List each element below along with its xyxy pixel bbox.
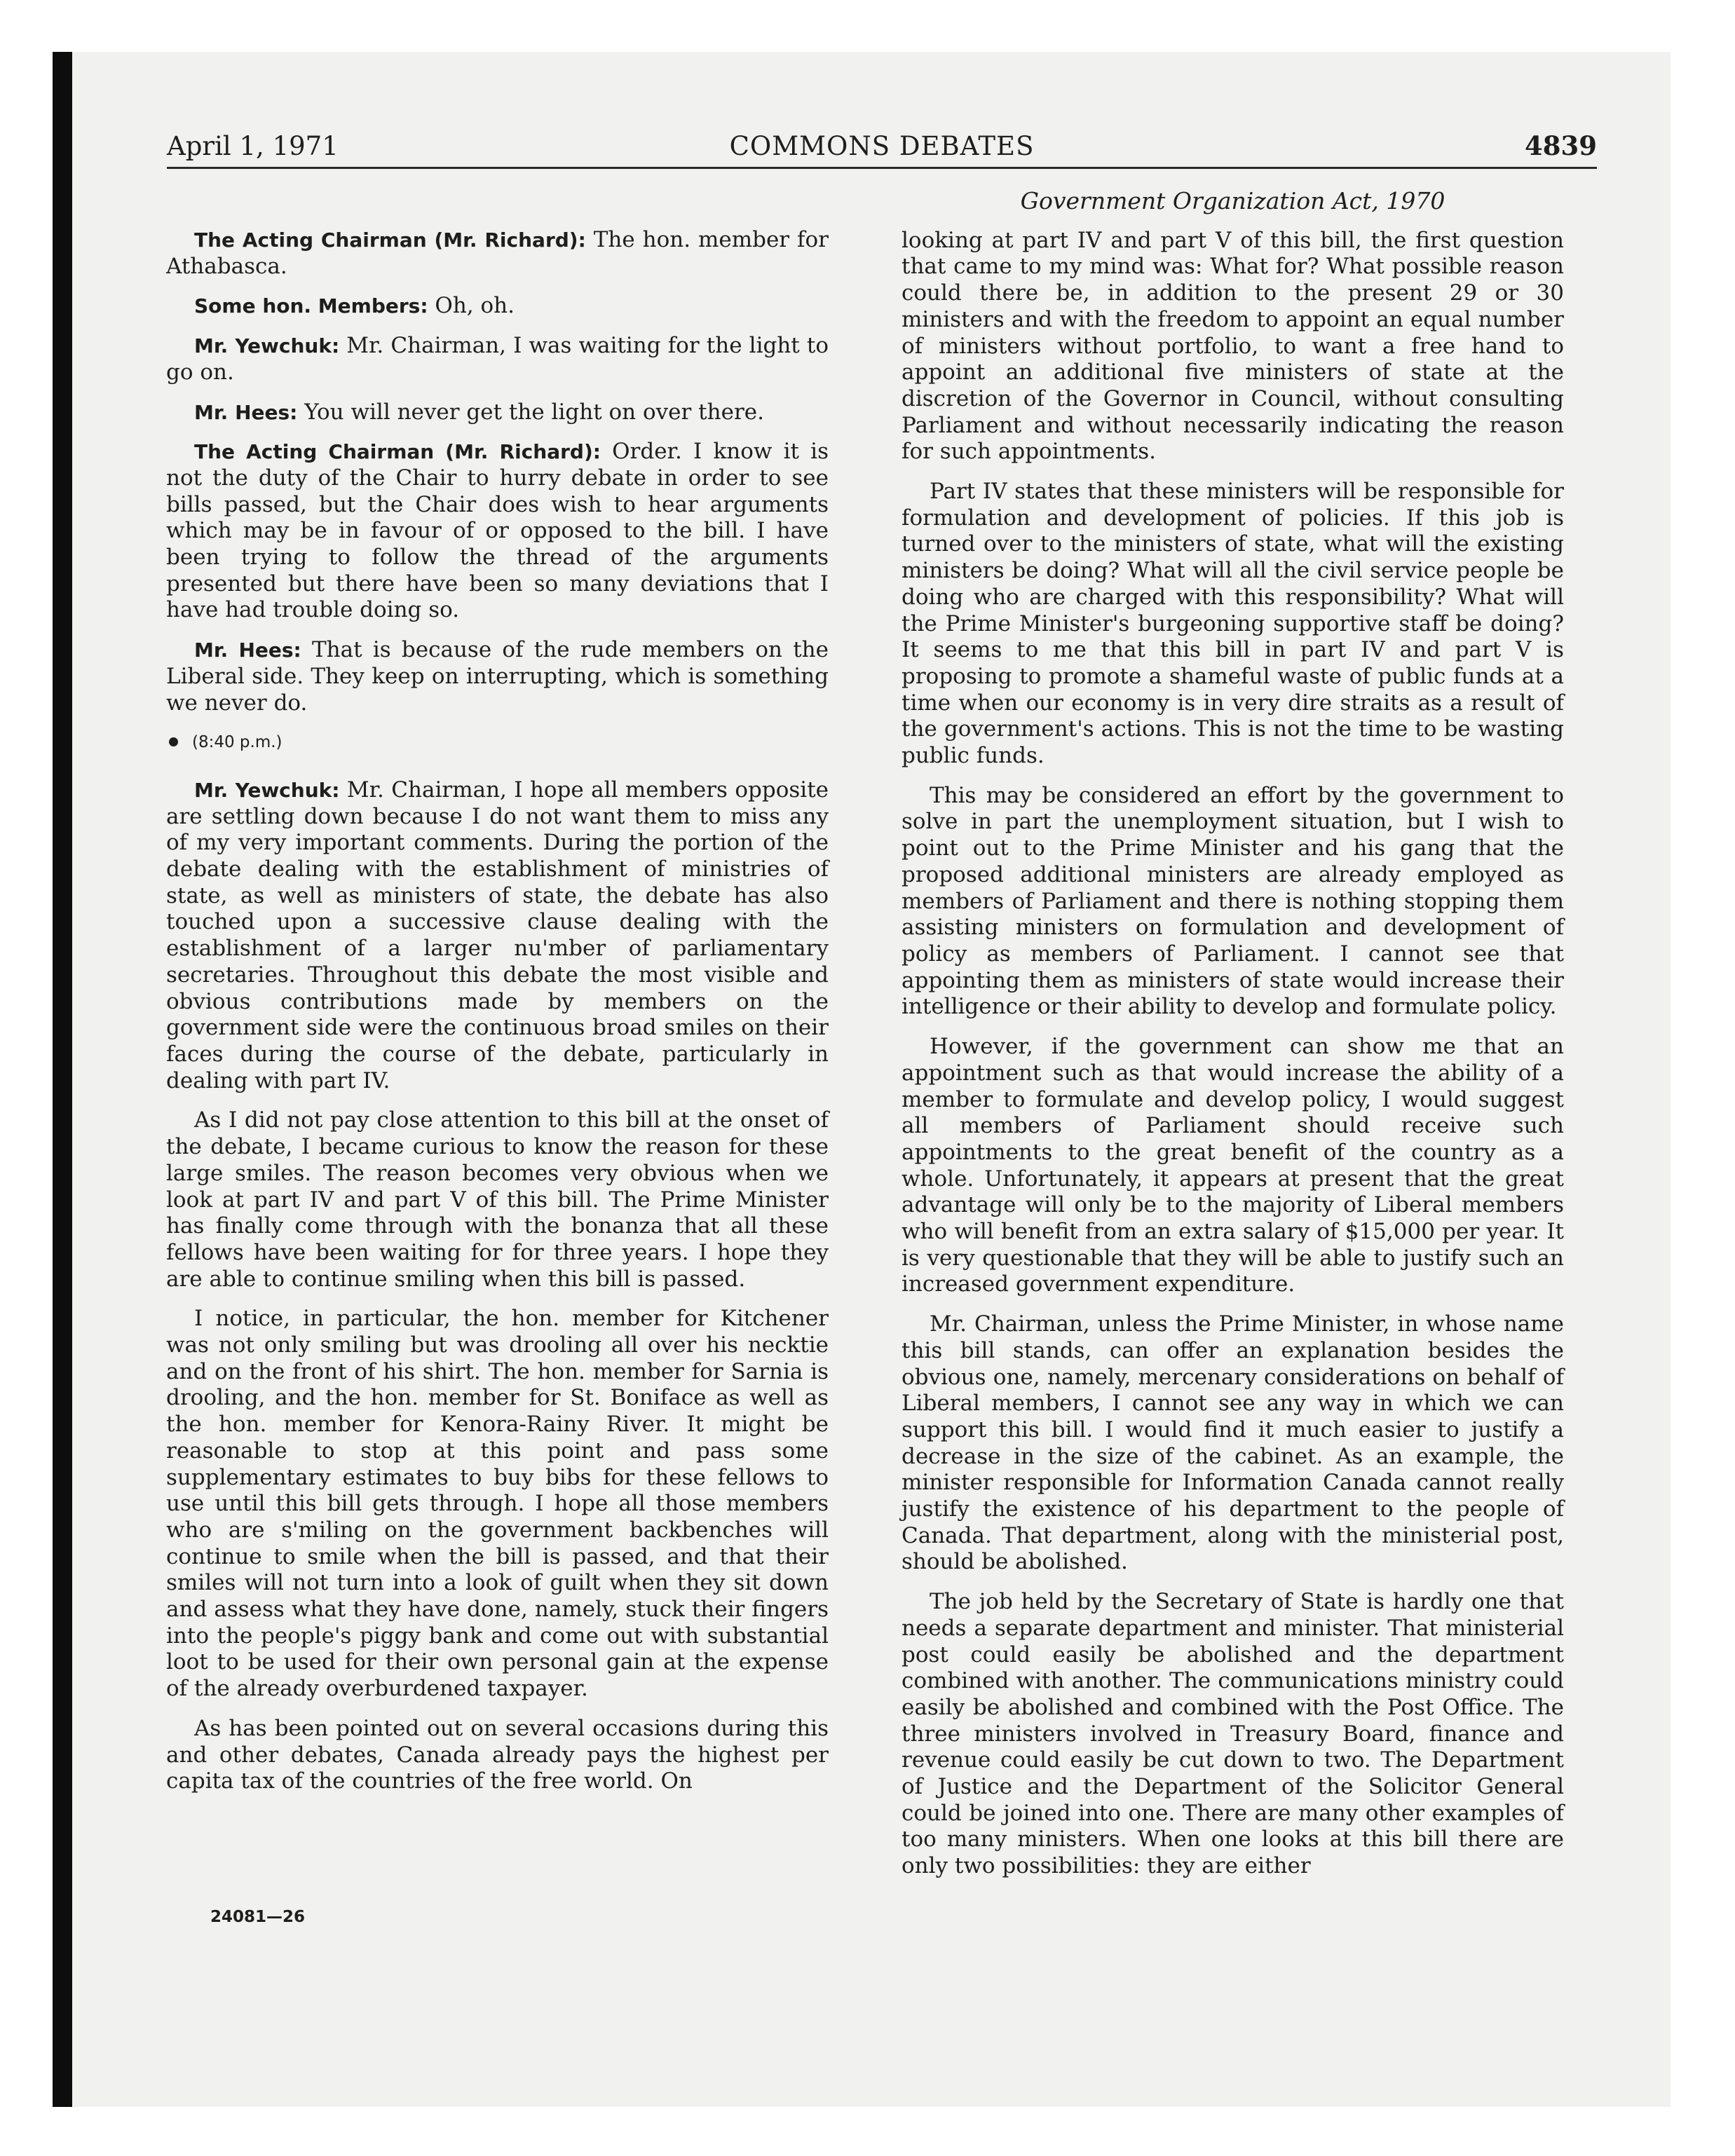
paragraph-text: Mr. Chairman, I hope all members opposite are settling down because I do not want them to miss any of my very important comments. During the portion of the debate dealing with the establishment of ministries of state, as well as ministers of state, the debate has also touched upon a successive clause dealing with the establishment of a larger nu'mber of parliamentary secretaries. Throughout this debate the most visible and obvious contributions made by members on the government side were the continuous broad smiles on their faces during the course of the debate, particularly in dealing with part IV.: [166, 777, 829, 1093]
speaker-name: Mr. Hees:: [194, 400, 298, 424]
paragraph-text: That is because of the rude members on the Liberal side. They keep on interrupting, which is something we never do.: [166, 637, 829, 716]
paragraph-text: The hon. member for Athabasca.: [166, 227, 829, 279]
header-date: April 1, 1971: [167, 131, 339, 161]
speaker-name: The Acting Chairman (Mr. Richard):: [194, 228, 586, 252]
paragraph-text: Mr. Chairman, I was waiting for the light to go on.: [166, 333, 829, 385]
paragraph: [166, 637, 829, 716]
paragraph: [166, 777, 829, 1094]
paragraph-text: As I did not pay close attention to this bill at the onset of the debate, I became curious to know the reason for these large smiles. The reason becomes very obvious when we look at part IV and part V of this bill. The Prime Minister has finally come through with the bonanza that all these fellows have been waiting for for three years. I hope they are able to continue smiling when this bill is passed.: [166, 1107, 829, 1292]
left-column: [166, 227, 829, 1808]
paragraph-text: As has been pointed out on several occasions during this and other debates, Canada already pays the highest per capita tax of the countries of the free world. On: [166, 1715, 829, 1794]
speaker-name: Some hon. Members:: [194, 294, 428, 318]
paragraph-continuation: looking at part IV and part V of this bill, the first question that came to my mind was: What for? What possible reason could there be, in addition to the present 29 or 30 ministers and with the freedom to appoint an equal number of ministers without portfolio, to want a free hand to appoint an additional five ministers of state at the discretion of the Governor in Council, without consulting Parliament and without necessarily indicating the reason for such appointments.: [901, 227, 1564, 465]
paragraph: [166, 439, 829, 624]
paragraph: Mr. Chairman, unless the Prime Minister, in whose name this bill stands, can offer an explanation besides the obvious one, namely, mercenary considerations on behalf of Liberal members, I cannot see any way in which we can support this bill. I would find it much easier to justify a decrease in the size of the cabinet. As an example, the minister responsible for Information Canada cannot really justify the existence of his department to the people of Canada. That department, along with the ministerial post, should be abolished.: [901, 1311, 1564, 1575]
paragraph: Part IV states that these ministers will be responsible for formulation and development of policies. If this job is turned over to the ministers of state, what will the existing ministers be doing? What will all the civil service people be doing who are charged with this responsibility? What will the Prime Minister's burgeoning supportive staff be doing? It seems to me that this bill in part IV and part V is proposing to promote a shameful waste of public funds at a time when our economy is in very dire straits as a result of the government's actions. This is not the time to be wasting public funds.: [901, 479, 1564, 769]
paragraph: [166, 333, 829, 386]
speaker-name: Mr. Hees:: [194, 639, 301, 662]
speaker-name: Mr. Yewchuk:: [194, 778, 340, 802]
paragraph: However, if the government can show me that an appointment such as that would increase the ability of a member to formulate and develop policy, I would suggest all members of Parliament should receive such appointments to the great benefit of the country as a whole. Unfortunately, it appears at present that the great advantage will only be to the majority of Liberal members who will benefit from an extra salary of $15,000 per year. It is very questionable that they will be able to justify such an increased government expenditure.: [901, 1034, 1564, 1297]
paragraph-text: Oh, oh.: [428, 293, 515, 319]
time-stamp: [166, 730, 829, 756]
paragraph: [166, 400, 829, 426]
signature-code: 24081—26: [210, 1908, 306, 1926]
paragraph: [166, 293, 829, 320]
header-publication: COMMONS DEBATES: [729, 131, 1035, 161]
running-header: [167, 128, 1597, 169]
speaker-name: The Acting Chairman (Mr. Richard):: [194, 440, 601, 464]
paragraph-text: You will never get the light on over there.: [297, 399, 764, 425]
paragraph: [166, 1306, 829, 1703]
paragraph: [166, 1716, 829, 1795]
speaker-name: Mr. Yewchuk:: [194, 334, 340, 358]
bullet-icon: [169, 737, 178, 746]
paragraph: The job held by the Secretary of State is hardly one that needs a separate department and minister. That ministerial post could easily be abolished and the department combined with another. The communications ministry could easily be abolished and combined with the Post Office. The three ministers involved in Treasury Board, finance and revenue could easily be cut down to two. The Department of Justice and the Department of the Solicitor General could be joined into one. There are many other examples of too many ministers. When one looks at this bill there are only two possibilities: they are either: [901, 1589, 1564, 1879]
paragraph-text: Order. I know it is not the duty of the Chair to hurry debate in order to see bills passed, but the Chair does wish to hear arguments which may be in favour of or opposed to the bill. I have been trying to follow the thread of the arguments presented but there have been so many deviations that I have had trouble doing so.: [166, 439, 829, 623]
binding-edge: [53, 52, 72, 2107]
paragraph: [166, 227, 829, 280]
paragraph: This may be considered an effort by the government to solve in part the unemployment situation, but I wish to point out to the Prime Minister and his gang that the proposed additional ministers are already employed as members of Parliament and there is nothing stopping them assisting ministers on formulation and development of policy as members of Parliament. I cannot see that appointing them as ministers of state would increase their intelligence or their ability to develop and formulate policy.: [901, 782, 1564, 1020]
paragraph: [166, 1107, 829, 1292]
header-page-number: 4839: [1525, 130, 1597, 161]
section-title: Government Organization Act, 1970: [1020, 187, 1445, 214]
paragraph-text: I notice, in particular, the hon. member for Kitchener was not only smiling but was drooling all over his necktie and on the front of his shirt. The hon. member for Sarnia is drooling, and the hon. member for St. Boniface as well as the hon. member for Kenora-Rainy River. It might be reasonable to stop at this point and pass some supplementary estimates to buy bibs for these fellows to use until this bill gets through. I hope all those members who are s'miling on the government backbenches will continue to smile when the bill is passed, and that their smiles will not turn into a look of guilt when they sit down and assess what they have done, namely, stuck their fingers into the people's piggy bank and come out with substantial loot to be used for their own personal gain at the expense of the already overburdened taxpayer.: [166, 1306, 829, 1702]
right-column: [901, 188, 1564, 1893]
time-stamp-text: (8:40 p.m.): [192, 733, 283, 752]
